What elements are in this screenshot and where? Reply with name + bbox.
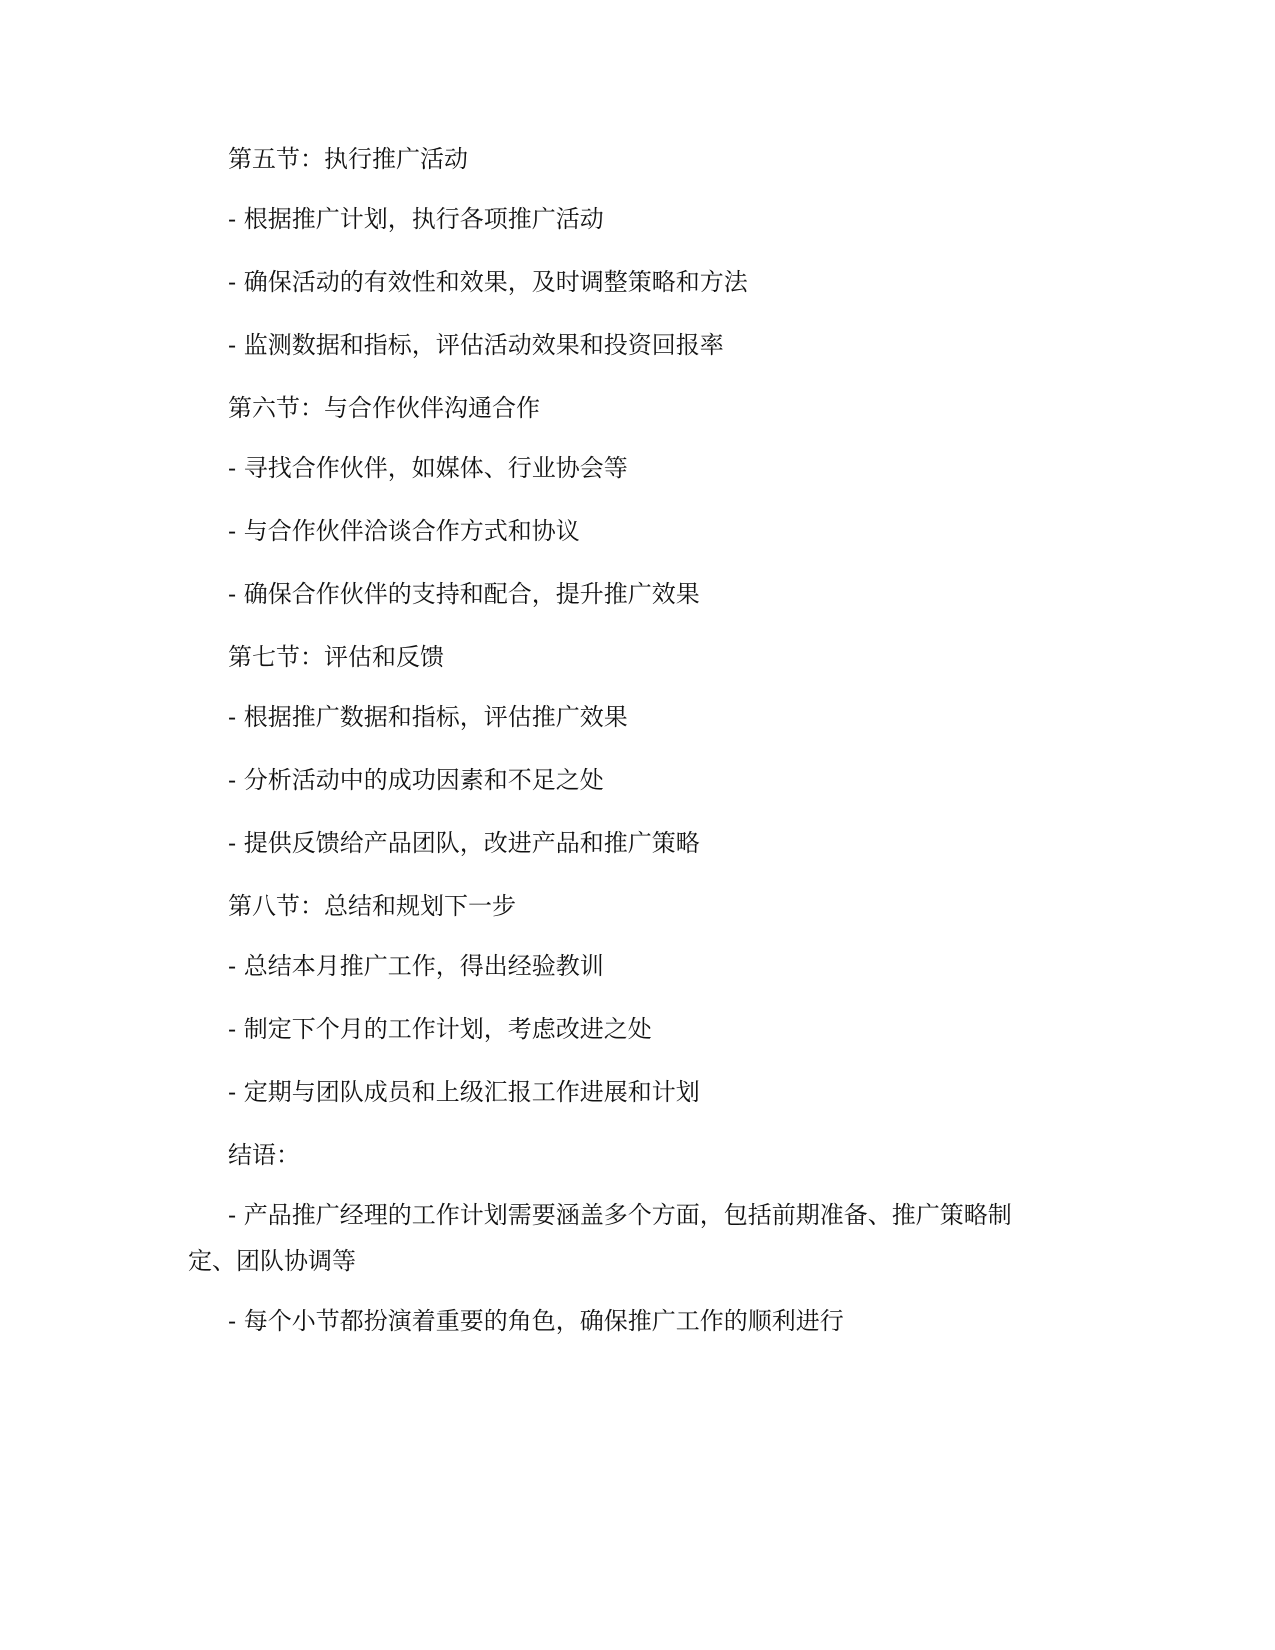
list-item: - 寻找合作伙伴，如媒体、行业协会等 [228, 454, 628, 482]
section-heading: 第五节：执行推广活动 [228, 145, 468, 173]
list-item: - 制定下个月的工作计划，考虑改进之处 [228, 1015, 652, 1043]
section-heading: 第七节：评估和反馈 [228, 643, 444, 671]
list-item: - 确保合作伙伴的支持和配合，提升推广效果 [228, 580, 700, 608]
list-item: - 每个小节都扮演着重要的角色，确保推广工作的顺利进行 [228, 1307, 844, 1335]
section-heading: 第六节：与合作伙伴沟通合作 [228, 394, 540, 422]
list-item: - 监测数据和指标，评估活动效果和投资回报率 [228, 331, 724, 359]
conclusion-paragraph: - 产品推广经理的工作计划需要涵盖多个方面，包括前期准备、推广策略制定、团队协调等 [188, 1201, 1012, 1275]
list-item: - 分析活动中的成功因素和不足之处 [228, 766, 604, 794]
list-item: - 根据推广数据和指标，评估推广效果 [228, 703, 628, 731]
conclusion-heading: 结语： [228, 1141, 300, 1169]
list-item: - 确保活动的有效性和效果，及时调整策略和方法 [228, 268, 748, 296]
list-item: - 总结本月推广工作，得出经验教训 [228, 952, 604, 980]
list-item: - 定期与团队成员和上级汇报工作进展和计划 [228, 1078, 700, 1106]
list-item: - 与合作伙伴洽谈合作方式和协议 [228, 517, 580, 545]
section-heading: 第八节：总结和规划下一步 [228, 892, 516, 920]
list-item: - 根据推广计划，执行各项推广活动 [228, 205, 604, 233]
list-item: - 提供反馈给产品团队，改进产品和推广策略 [228, 829, 700, 857]
